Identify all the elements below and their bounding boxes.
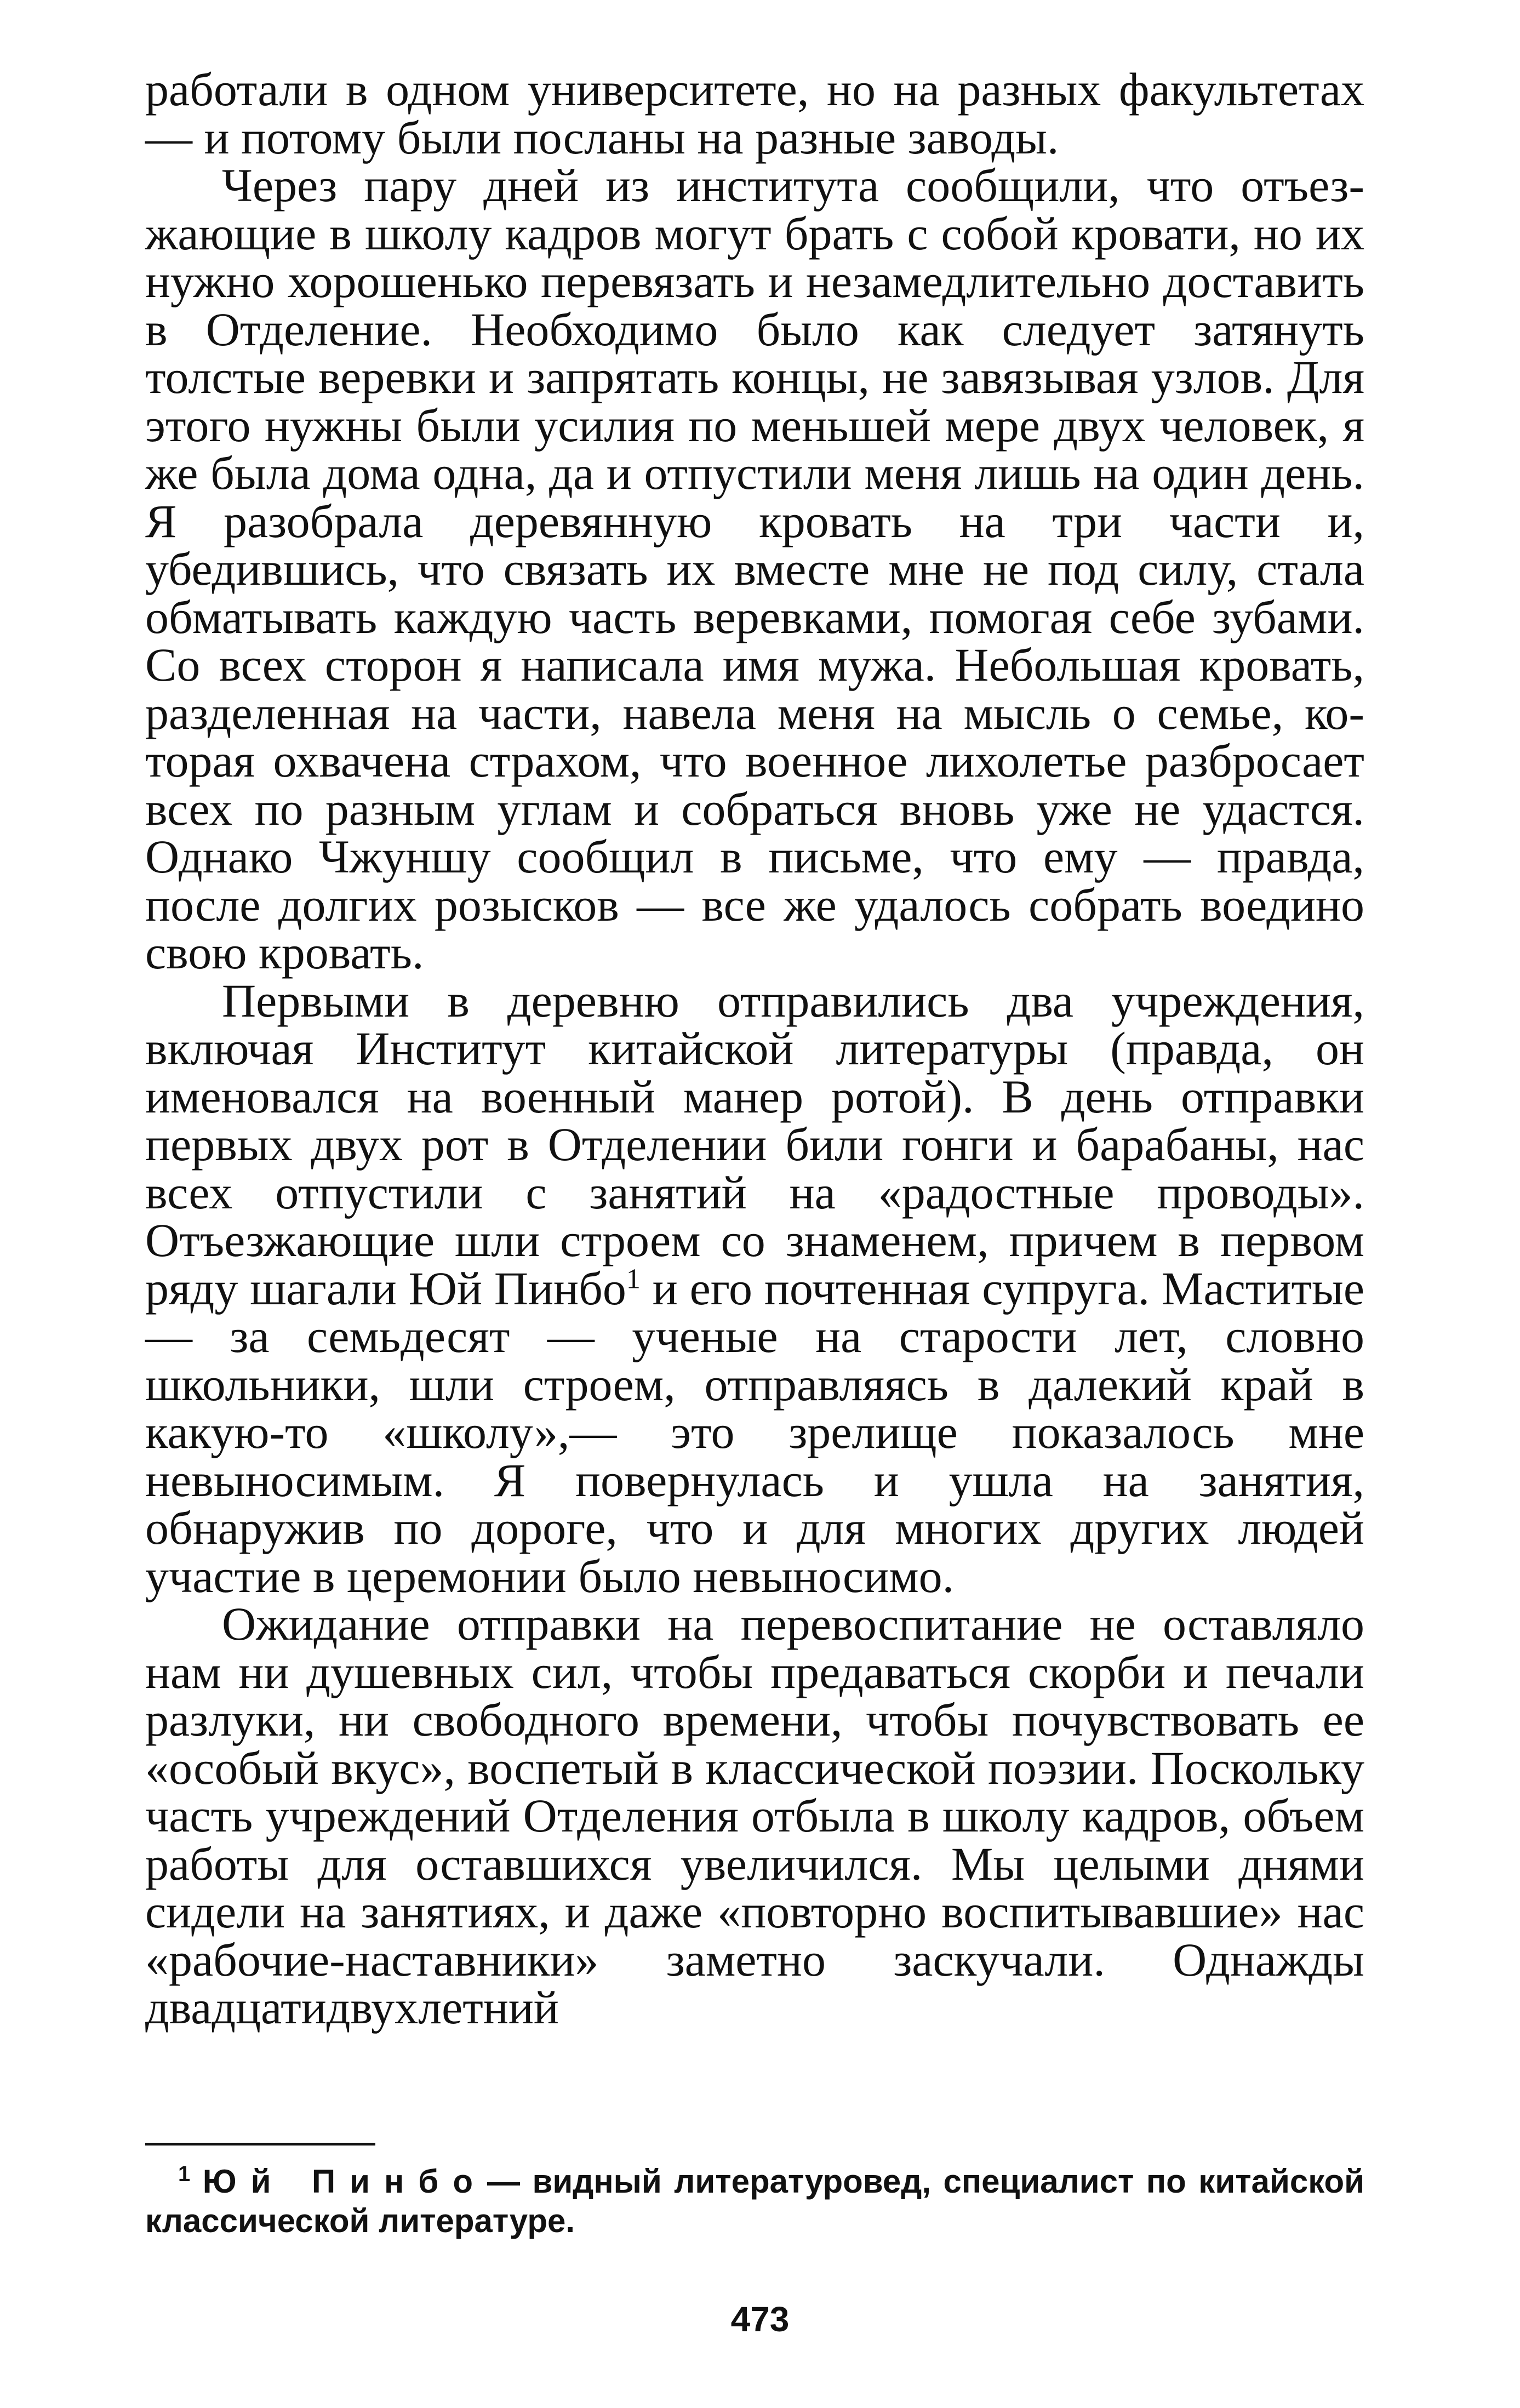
paragraph-3 <box>145 974 1365 1602</box>
page-number: 473 <box>730 2299 790 2339</box>
paragraph-2: Через пару дней из института сообщили, что отъезжающие в школу кадров могут брать с собой кровати, но их нужно хорошенько перевязать и незамедлительно доставить в Отделение. Необходимо было как следует затянуть толстые веревки и запрятать концы, не завязывая узлов. Для этого нужны были усилия по меньшей мере двух человек, я же была дома одна, да и отпустили меня лишь на один день. Я разобрала деревянную кровать на три части и, убедившись, что связать их вместе мне не под силу, стала обматывать каждую часть веревками, помогая себе зубами. Со всех сторон я написала имя мужа. Небольшая кровать, разделенная на части, навела меня на мысль о семье, которая охвачена страхом, что военное лихолетье разбросает всех по разным углам и собраться вновь уже не удастся. Однако Чжуншу сообщил в письме, что ему — правда, после долгих розысков — все же удалось собрать воедино свою кровать. <box>145 159 1364 979</box>
footnote-divider <box>145 2143 375 2145</box>
footnote-reference[interactable]: 1 <box>626 1263 641 1294</box>
paragraph-1: работали в одном университете, но на разных факультетах — и потому были посланы на разные заводы. <box>145 63 1364 164</box>
footnote <box>145 2162 1364 2241</box>
paragraph-4: Ожидание отправки на перевоспитание не оставляло нам ни душевных сил, чтобы предаваться скорби и печали разлуки, ни свободного времени, чтобы почувствовать ее «особый вкус», воспетый в классической поэзии. Поскольку часть учреждений Отделения отбыла в школу кадров, объем работы для оставшихся увеличился. Мы целыми днями сидели на занятиях, и даже «повторно воспитывавшие» нас «рабочие-наставники» заметно заскучали. Однажды двадцатидвухлетний <box>145 1597 1364 2034</box>
footnote-mark: 1 <box>178 2162 191 2186</box>
paragraph-3-part-2: и его почтенная супруга. Маститые — за семьдесят — ученые на старости лет, словно школьники, шли строем, отправляясь в далекий край в какую-то «школу»,— это зрелище показалось мне невыносимым. Я повернулась и ушла на занятия, обнаружив по дороге, что и для многих других людей участие в церемонии было невыносимо. <box>145 1262 1365 1602</box>
paragraph-3-part-1: Первыми в деревню отправились два учреждения, включая Институт китайской литературы (правда, он именовался на военный манер ротой). В день отправки первых двух рот в Отделении били гонги и барабаны, нас всех отпустили с занятий на «радостные проводы». Отъезжающие шли строем со знаменем, причем в первом ряду шагали Юй Пинбо <box>145 974 1364 1315</box>
footnote-text: — видный литературовед, специалист по китайской классической литературе. <box>145 2163 1364 2239</box>
page-body <box>145 63 1365 2034</box>
footnote-name: Юй Пинбо <box>202 2163 487 2200</box>
